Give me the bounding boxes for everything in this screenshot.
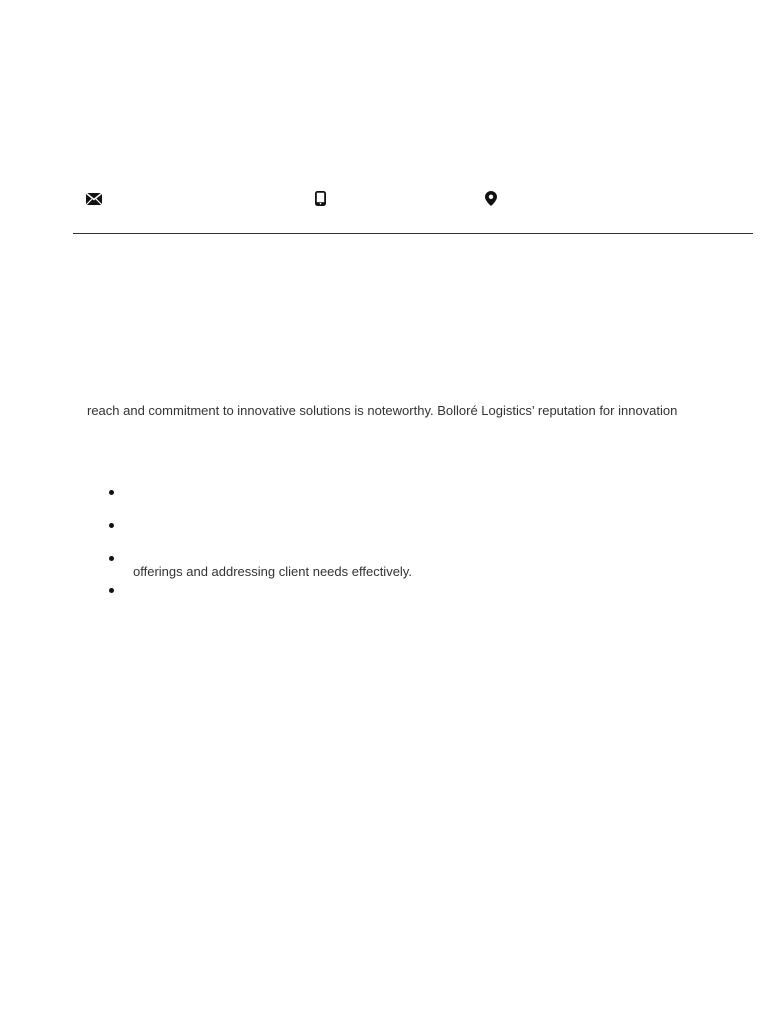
map-marker-icon[interactable] xyxy=(485,191,497,211)
contact-info-row xyxy=(0,190,768,210)
list-item xyxy=(0,580,768,600)
list-item xyxy=(0,482,768,502)
list-item-text: offerings and addressing client needs effectively. xyxy=(133,564,412,579)
bullet-dot xyxy=(109,588,114,593)
list-item xyxy=(0,515,768,535)
list-item xyxy=(0,548,768,579)
section-divider xyxy=(73,233,753,234)
envelope-icon[interactable] xyxy=(86,192,102,210)
body-paragraph: reach and commitment to innovative solutions is noteworthy. Bolloré Logistics’ reputation for innovation xyxy=(87,403,678,418)
bullet-dot xyxy=(109,490,114,495)
bullet-dot xyxy=(109,556,114,561)
mobile-phone-icon[interactable] xyxy=(315,191,326,211)
bullet-dot xyxy=(109,523,114,528)
